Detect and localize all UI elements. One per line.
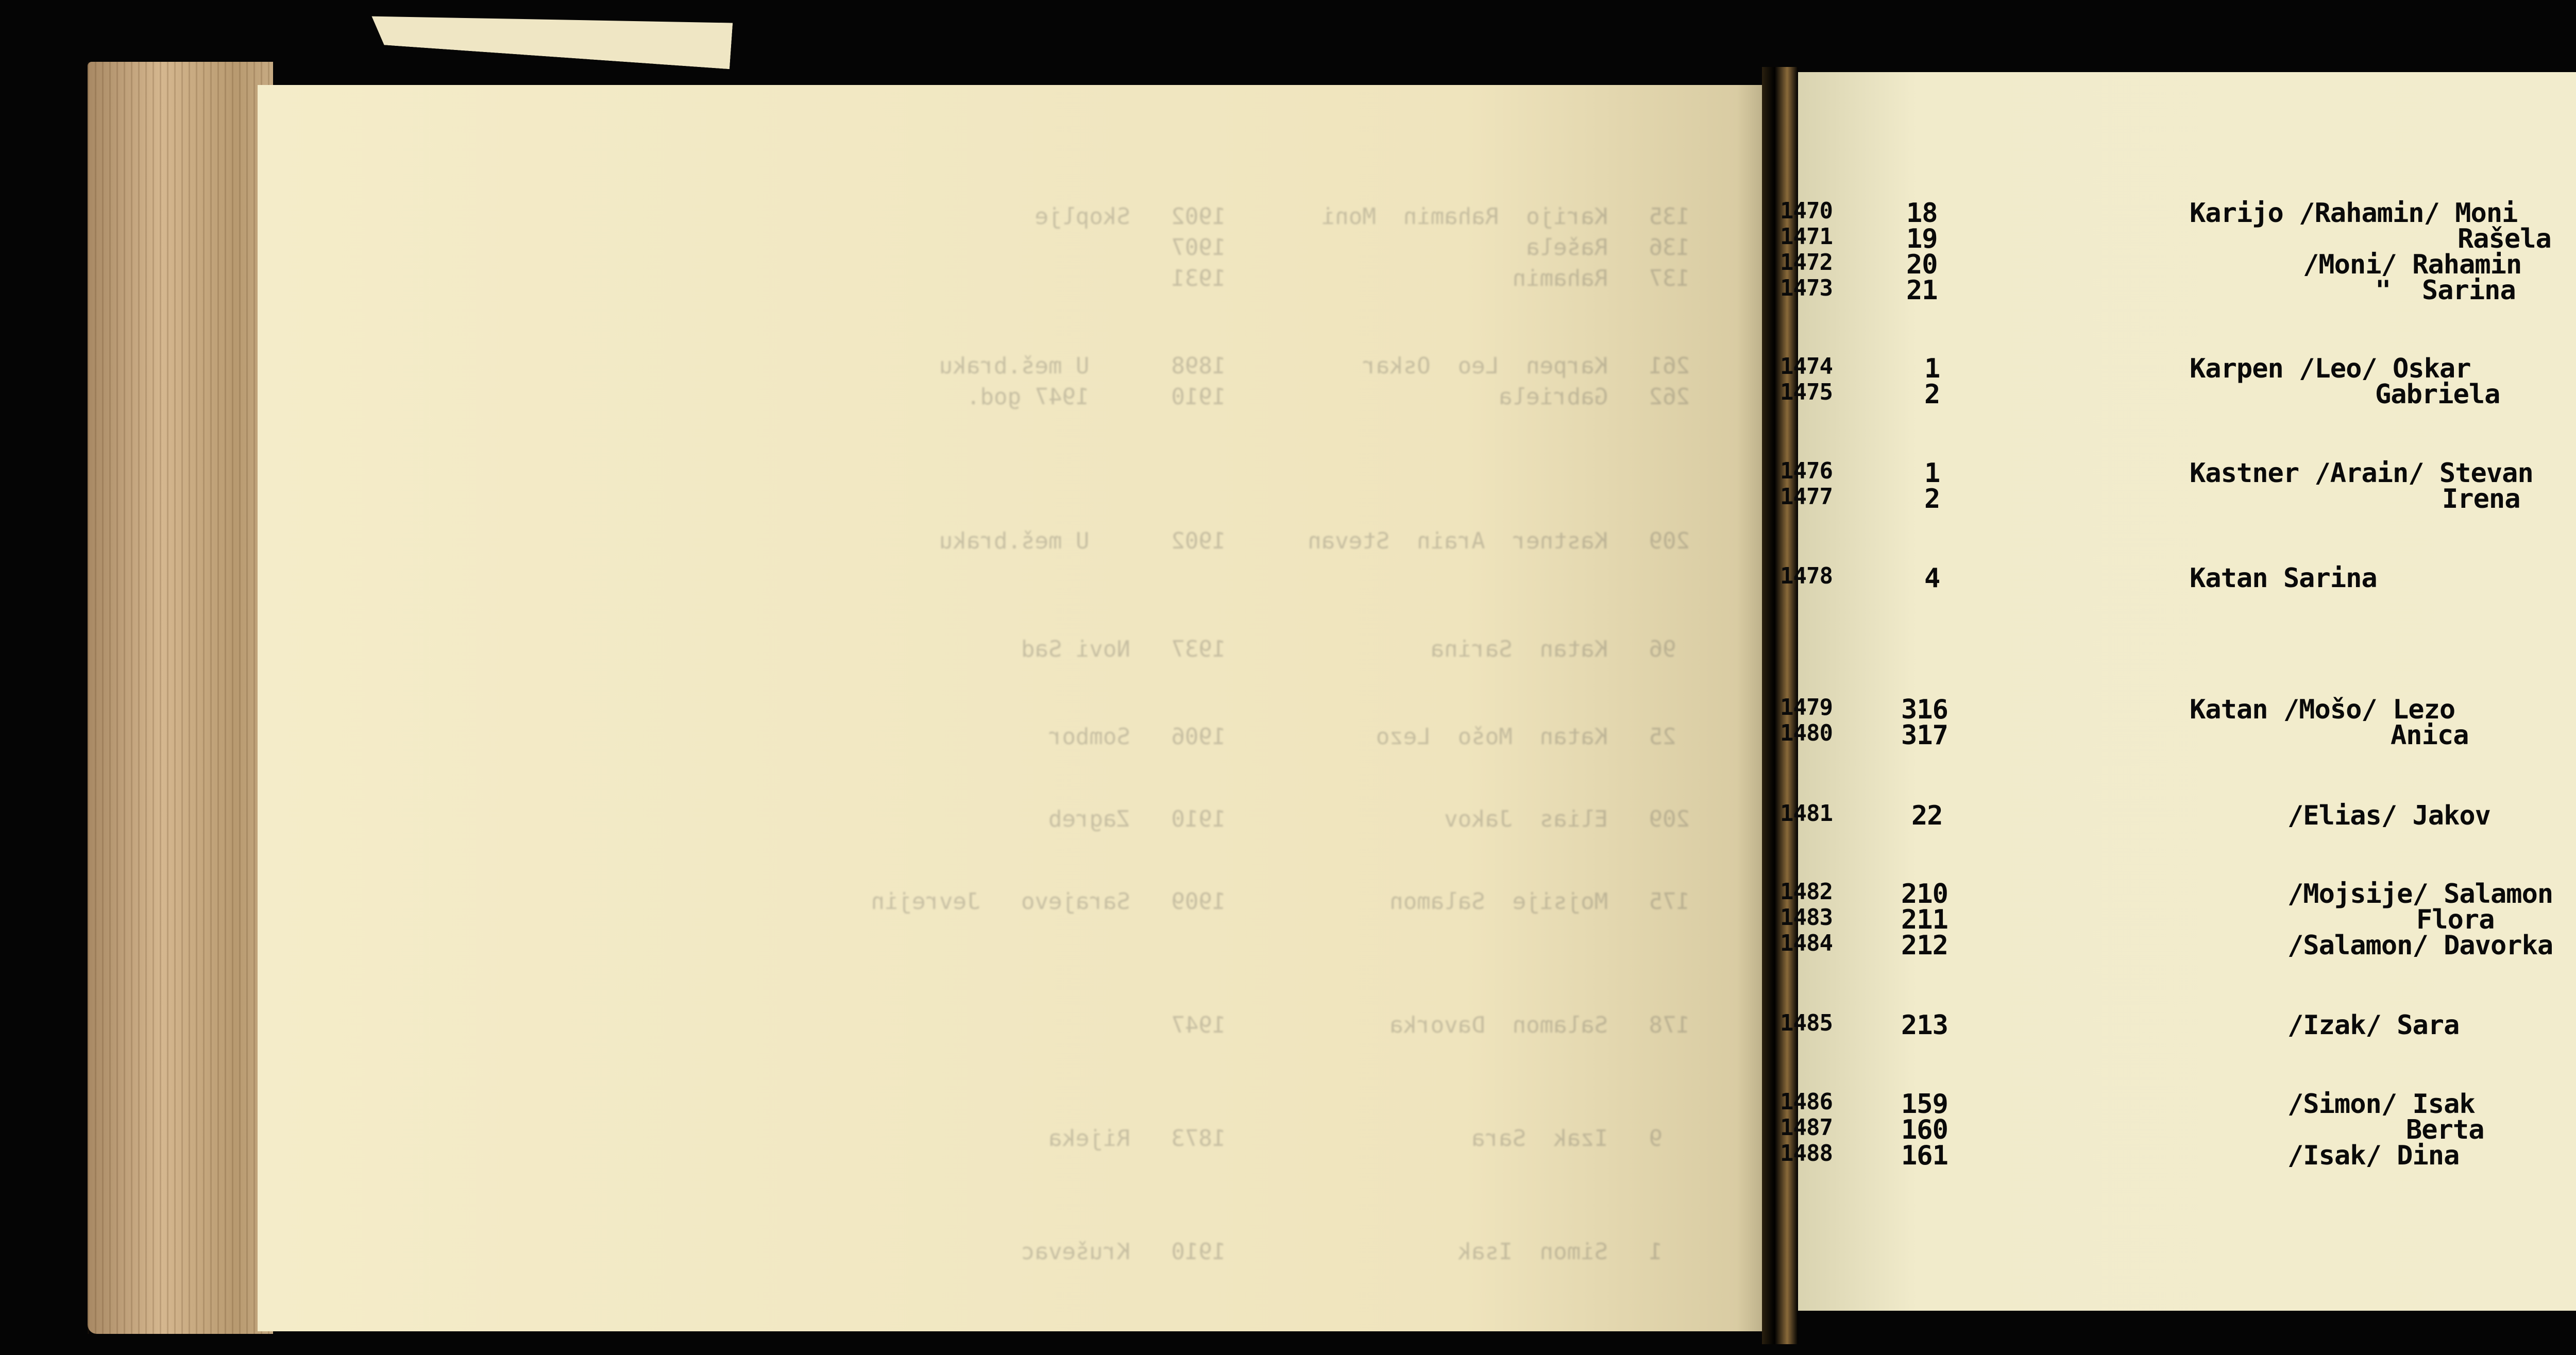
entry-name: " Sarina: [2375, 275, 2516, 306]
bleed-through-text: 135 Karijo Rahamin Moni 1902 Skoplje 136 Rašela 1907 137 Rahamin 1931 261 Karpen Leo Oskar 1898 U meš.braku 262 Gabriela 1910 1947 god. 209 Kastner Arain Stevan 1902 U meš.braku 96 Katan Sarina 1937 Novi Sad 25 Katan Mošo Lezo 1906 Sombor 209 Elias Jakov 1910 Zagreb 175 Mojsije Salamon 1909 Sarajevo Jevrejin 178 Salamon Davorka 1947 9 Izak Sara 1873 Rijeka 1 Simon Isak 1910 Kruševac: [871, 203, 1690, 1265]
entry-number: 21: [1906, 275, 1938, 306]
entry-serial: 1486: [1780, 1089, 1833, 1115]
entry-number: 1: [1924, 353, 1940, 384]
entry-number: 1: [1924, 458, 1940, 489]
entry-name: /Moni/ Rahamin: [2303, 249, 2522, 280]
entry-number: 18: [1906, 198, 1938, 229]
entry-name: /Mojsije/ Salamon: [2287, 879, 2553, 910]
entry-serial: 1480: [1780, 720, 1833, 746]
entry-serial: 1472: [1780, 249, 1833, 276]
entry-serial: 1477: [1780, 484, 1833, 510]
entry-number: 316: [1901, 694, 1948, 725]
entry-serial: 1476: [1780, 458, 1833, 484]
entry-number: 211: [1901, 904, 1948, 935]
entry-number: 160: [1901, 1114, 1948, 1145]
entry-serial: 1479: [1780, 694, 1833, 721]
entry-name: Karijo /Rahamin/ Moni: [2190, 198, 2518, 229]
entry-number: 212: [1901, 930, 1948, 961]
entry-number: 317: [1901, 720, 1948, 751]
entry-number: 20: [1906, 249, 1938, 280]
entry-name: /Elias/ Jakov: [2287, 800, 2490, 831]
entry-name: Gabriela: [2375, 379, 2500, 410]
entry-name: Katan Sarina: [2190, 563, 2377, 594]
entry-name: /Isak/ Dina: [2287, 1140, 2460, 1171]
entry-number: 161: [1901, 1140, 1948, 1171]
entry-name: /Izak/ Sara: [2287, 1010, 2460, 1041]
entry-serial: 1475: [1780, 379, 1833, 405]
entry-name: /Simon/ Isak: [2287, 1089, 2475, 1120]
entry-serial: 1485: [1780, 1010, 1833, 1036]
entry-serial: 1473: [1780, 275, 1833, 301]
entry-name: /Salamon/ Davorka: [2287, 930, 2553, 961]
entry-serial: 1478: [1780, 563, 1833, 589]
entry-number: 210: [1901, 879, 1948, 910]
entry-number: 2: [1924, 379, 1940, 410]
entry-number: 22: [1911, 800, 1943, 831]
entry-serial: 1487: [1780, 1114, 1833, 1141]
entry-name: Karpen /Leo/ Oskar: [2190, 353, 2471, 384]
entry-name: Rašela: [2458, 224, 2551, 254]
entry-serial: 1481: [1780, 800, 1833, 827]
entry-name: Katan /Mošo/ Lezo: [2190, 694, 2455, 725]
entry-number: 4: [1924, 563, 1940, 594]
entry-name: Anica: [2391, 720, 2469, 751]
entry-serial: 1488: [1780, 1140, 1833, 1167]
entry-number: 159: [1901, 1089, 1948, 1120]
entry-name: Kastner /Arain/ Stevan: [2190, 458, 2533, 489]
entry-name: Flora: [2416, 904, 2495, 935]
entry-serial: 1484: [1780, 930, 1833, 956]
entry-number: 213: [1901, 1010, 1948, 1041]
entry-serial: 1482: [1780, 879, 1833, 905]
entry-number: 2: [1924, 484, 1940, 514]
entry-name: Berta: [2406, 1114, 2484, 1145]
entry-number: 19: [1906, 224, 1938, 254]
entry-name: Irena: [2442, 484, 2520, 514]
entry-serial: 1483: [1780, 904, 1833, 931]
entry-serial: 1471: [1780, 224, 1833, 250]
entry-serial: 1470: [1780, 198, 1833, 224]
entry-serial: 1474: [1780, 353, 1833, 380]
